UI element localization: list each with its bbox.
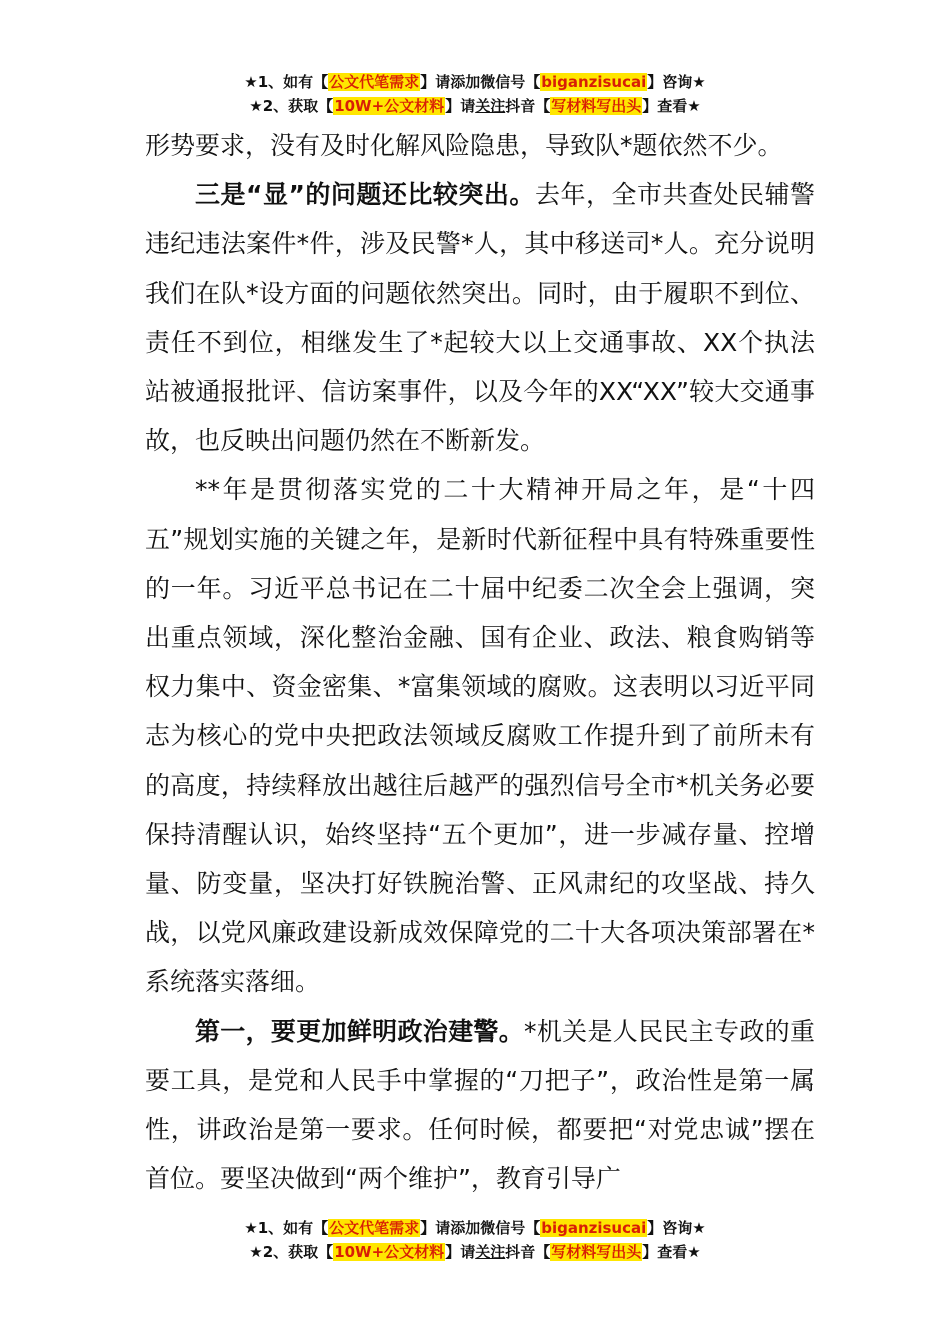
banner-text: 】咨询★ <box>647 73 706 91</box>
paragraph-text: 去年，全市共查处民辅警违纪违法案件*件，涉及民警*人，其中移送司*人。充分说明我们在队*设方面的问题依然突出。同时，由于履职不到位、责任不到位，相继发生了*起较大以上交通事故、XX个执法站被通报批评、信访案事件，以及今年的XX“XX”较大交通事故，也反映出问题仍然在不断新发。 <box>145 180 815 456</box>
paragraph-text: **年是贯彻落实党的二十大精神开局之年，是“十四五”规划实施的关键之年，是新时代新征程中具有特殊重要性的一年。习近平总书记在二十届中纪委二次全会上强调，突出重点领域，深化整治金融、国有企业、政法、粮食购销等权力集中、资金密集、*富集领域的腐败。这表明以习近平同志为核心的党中央把政法领域反腐败工作提升到了前所未有的高度，持续释放出越往后越严的强烈信号全市*机关务必要保持清醒认识，始终坚持“五个更加”，进一步减存量、控增量、防变量，坚决打好铁腕治警、正风肃纪的攻坚战、持久战，以党风廉政建设新成效保障党的二十大各项决策部署在*系统落实落细。 <box>145 475 815 997</box>
paragraph <box>145 121 815 170</box>
banner-text: ★1、如有【 <box>244 1219 329 1237</box>
header-banner <box>0 70 950 118</box>
wechat-id-highlight: biganzisucai <box>541 1219 647 1237</box>
banner-line-1 <box>0 1216 950 1240</box>
wechat-id-highlight: biganzisucai <box>541 73 647 91</box>
banner-text: 】请 <box>445 1243 476 1261</box>
document-body <box>145 121 815 1203</box>
paragraph-text: 形势要求，没有及时化解风险隐患，导致队*题依然不少。 <box>145 131 783 160</box>
paragraph-lead: 第一，要更加鲜明政治建警。 <box>195 1016 525 1046</box>
banner-text: ★2、获取【 <box>249 97 334 115</box>
paragraph <box>145 1007 815 1204</box>
banner-highlight: 公文代笔需求 <box>329 73 420 91</box>
banner-text: 】请 <box>445 97 476 115</box>
banner-line-2 <box>0 94 950 118</box>
banner-text: 】请添加微信号【 <box>420 73 541 91</box>
banner-text: 】查看★ <box>642 1243 701 1261</box>
douyin-id-highlight: 写材料写出头 <box>551 1243 642 1261</box>
banner-text: 抖音【 <box>505 1243 551 1261</box>
paragraph-lead: 三是“显”的问题还比较突出。 <box>195 180 535 210</box>
banner-text: 抖音【 <box>505 97 551 115</box>
paragraph <box>145 170 815 465</box>
douyin-id-highlight: 写材料写出头 <box>551 97 642 115</box>
banner-text: 】查看★ <box>642 97 701 115</box>
banner-text: ★2、获取【 <box>249 1243 334 1261</box>
banner-line-1 <box>0 70 950 94</box>
banner-underlined: 关注 <box>475 97 506 115</box>
paragraph <box>145 465 815 1006</box>
banner-highlight: 10W+公文材料 <box>334 1243 445 1261</box>
banner-highlight: 10W+公文材料 <box>334 97 445 115</box>
paragraph-text: *机关是人民民主专政的重要工具，是党和人民手中掌握的“刀把子”，政治性是第一属性，讲政治是第一要求。任何时候，都要把“对党忠诚”摆在首位。要坚决做到“两个维护”，教育引导广 <box>145 1016 815 1194</box>
banner-highlight: 公文代笔需求 <box>329 1219 420 1237</box>
banner-line-2 <box>0 1240 950 1264</box>
footer-banner <box>0 1216 950 1264</box>
banner-text: 】咨询★ <box>647 1219 706 1237</box>
banner-text: 】请添加微信号【 <box>420 1219 541 1237</box>
banner-text: ★1、如有【 <box>244 73 329 91</box>
banner-underlined: 关注 <box>475 1243 506 1261</box>
